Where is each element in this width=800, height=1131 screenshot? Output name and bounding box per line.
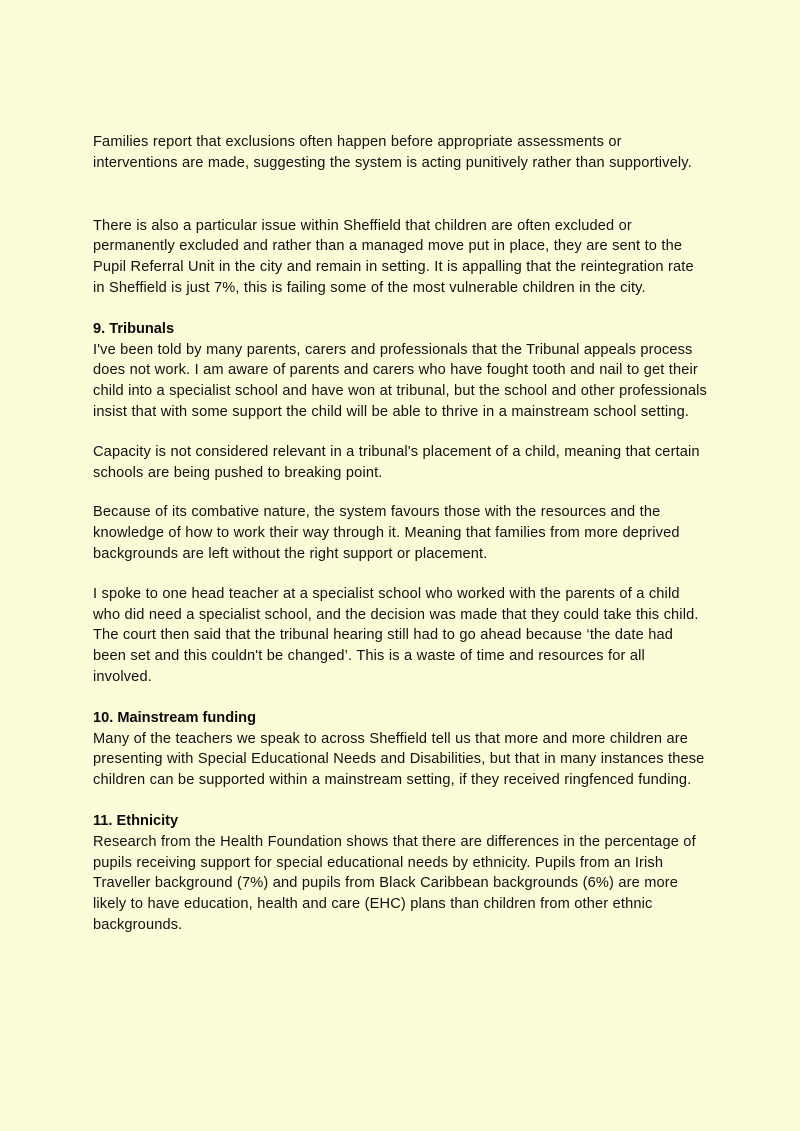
section-tribunals — [93, 319, 707, 688]
block-spacer — [93, 791, 707, 811]
paragraph-ethnicity-ehc-plans: Research from the Health Foundation shows that there are differences in the percentage of pupils receiving support for special educational needs by ethnicity. Pupils from an Irish Traveller background (7%) and pupils from Black Caribbean backgrounds (6%) are more likely to have education, health and care (EHC) plans than children from other ethnic backgrounds. — [93, 833, 696, 933]
block-spacer — [93, 688, 707, 708]
paragraph-sheffield-pupil-referral-unit: There is also a particular issue within Sheffield that children are often excluded or permanently excluded and rather than a managed move put in place, they are sent to the Pupil Referral Unit in the city and remain in setting. It is appalling that the reintegration rate in Sheffield is just 7%, this is failing some of the most vulnerable children in the city. — [93, 217, 694, 296]
document-body — [93, 132, 707, 936]
heading-11-ethnicity: 11. Ethnicity — [93, 812, 179, 829]
block-spacer — [93, 565, 707, 584]
heading-10-mainstream-funding: 10. Mainstream funding — [93, 709, 256, 726]
paragraph-exclusions-assessments: Families report that exclusions often happen before appropriate assessments or interventions are made, suggesting the system is acting punitively rather than supportively. — [93, 134, 692, 171]
section-mainstream-funding — [93, 708, 707, 791]
block-spacer — [93, 174, 707, 216]
paragraph-tribunal-combative-nature: Because of its combative nature, the system favours those with the resources and the knowledge of how to work their way through it. Meaning that families from more deprived backgrounds are left without the right support or placement. — [93, 504, 680, 562]
block-spacer — [93, 483, 707, 502]
block-spacer — [93, 299, 707, 319]
paragraph-mainstream-funding: Many of the teachers we speak to across Sheffield tell us that more and more children are presenting with Special Educational Needs and Disabilities, but that in many instances these children can be supported within a mainstream setting, if they received ringfenced funding. — [93, 730, 705, 789]
paragraph-tribunal-capacity: Capacity is not considered relevant in a tribunal's placement of a child, meaning that certain schools are being pushed to breaking point. — [93, 443, 700, 481]
paragraph-head-teacher-court-case: I spoke to one head teacher at a specialist school who worked with the parents of a child who did need a specialist school, and the decision was made that they could take this child. The court then said that the tribunal hearing still had to go ahead because ‘the date had been set and this couldn't be changed’. This is a waste of time and resources for all involved. — [93, 585, 699, 685]
heading-9-tribunals: 9. Tribunals — [93, 320, 175, 337]
block-spacer — [93, 423, 707, 442]
paragraph-tribunal-appeals-process: I've been told by many parents, carers and professionals that the Tribunal appeals process does not work. I am aware of parents and carers who have fought tooth and nail to get their child into a specialist school and have won at tribunal, but the school and other professionals insist that with some support the child will be able to thrive in a mainstream school setting. — [93, 341, 707, 420]
section-ethnicity — [93, 811, 707, 936]
